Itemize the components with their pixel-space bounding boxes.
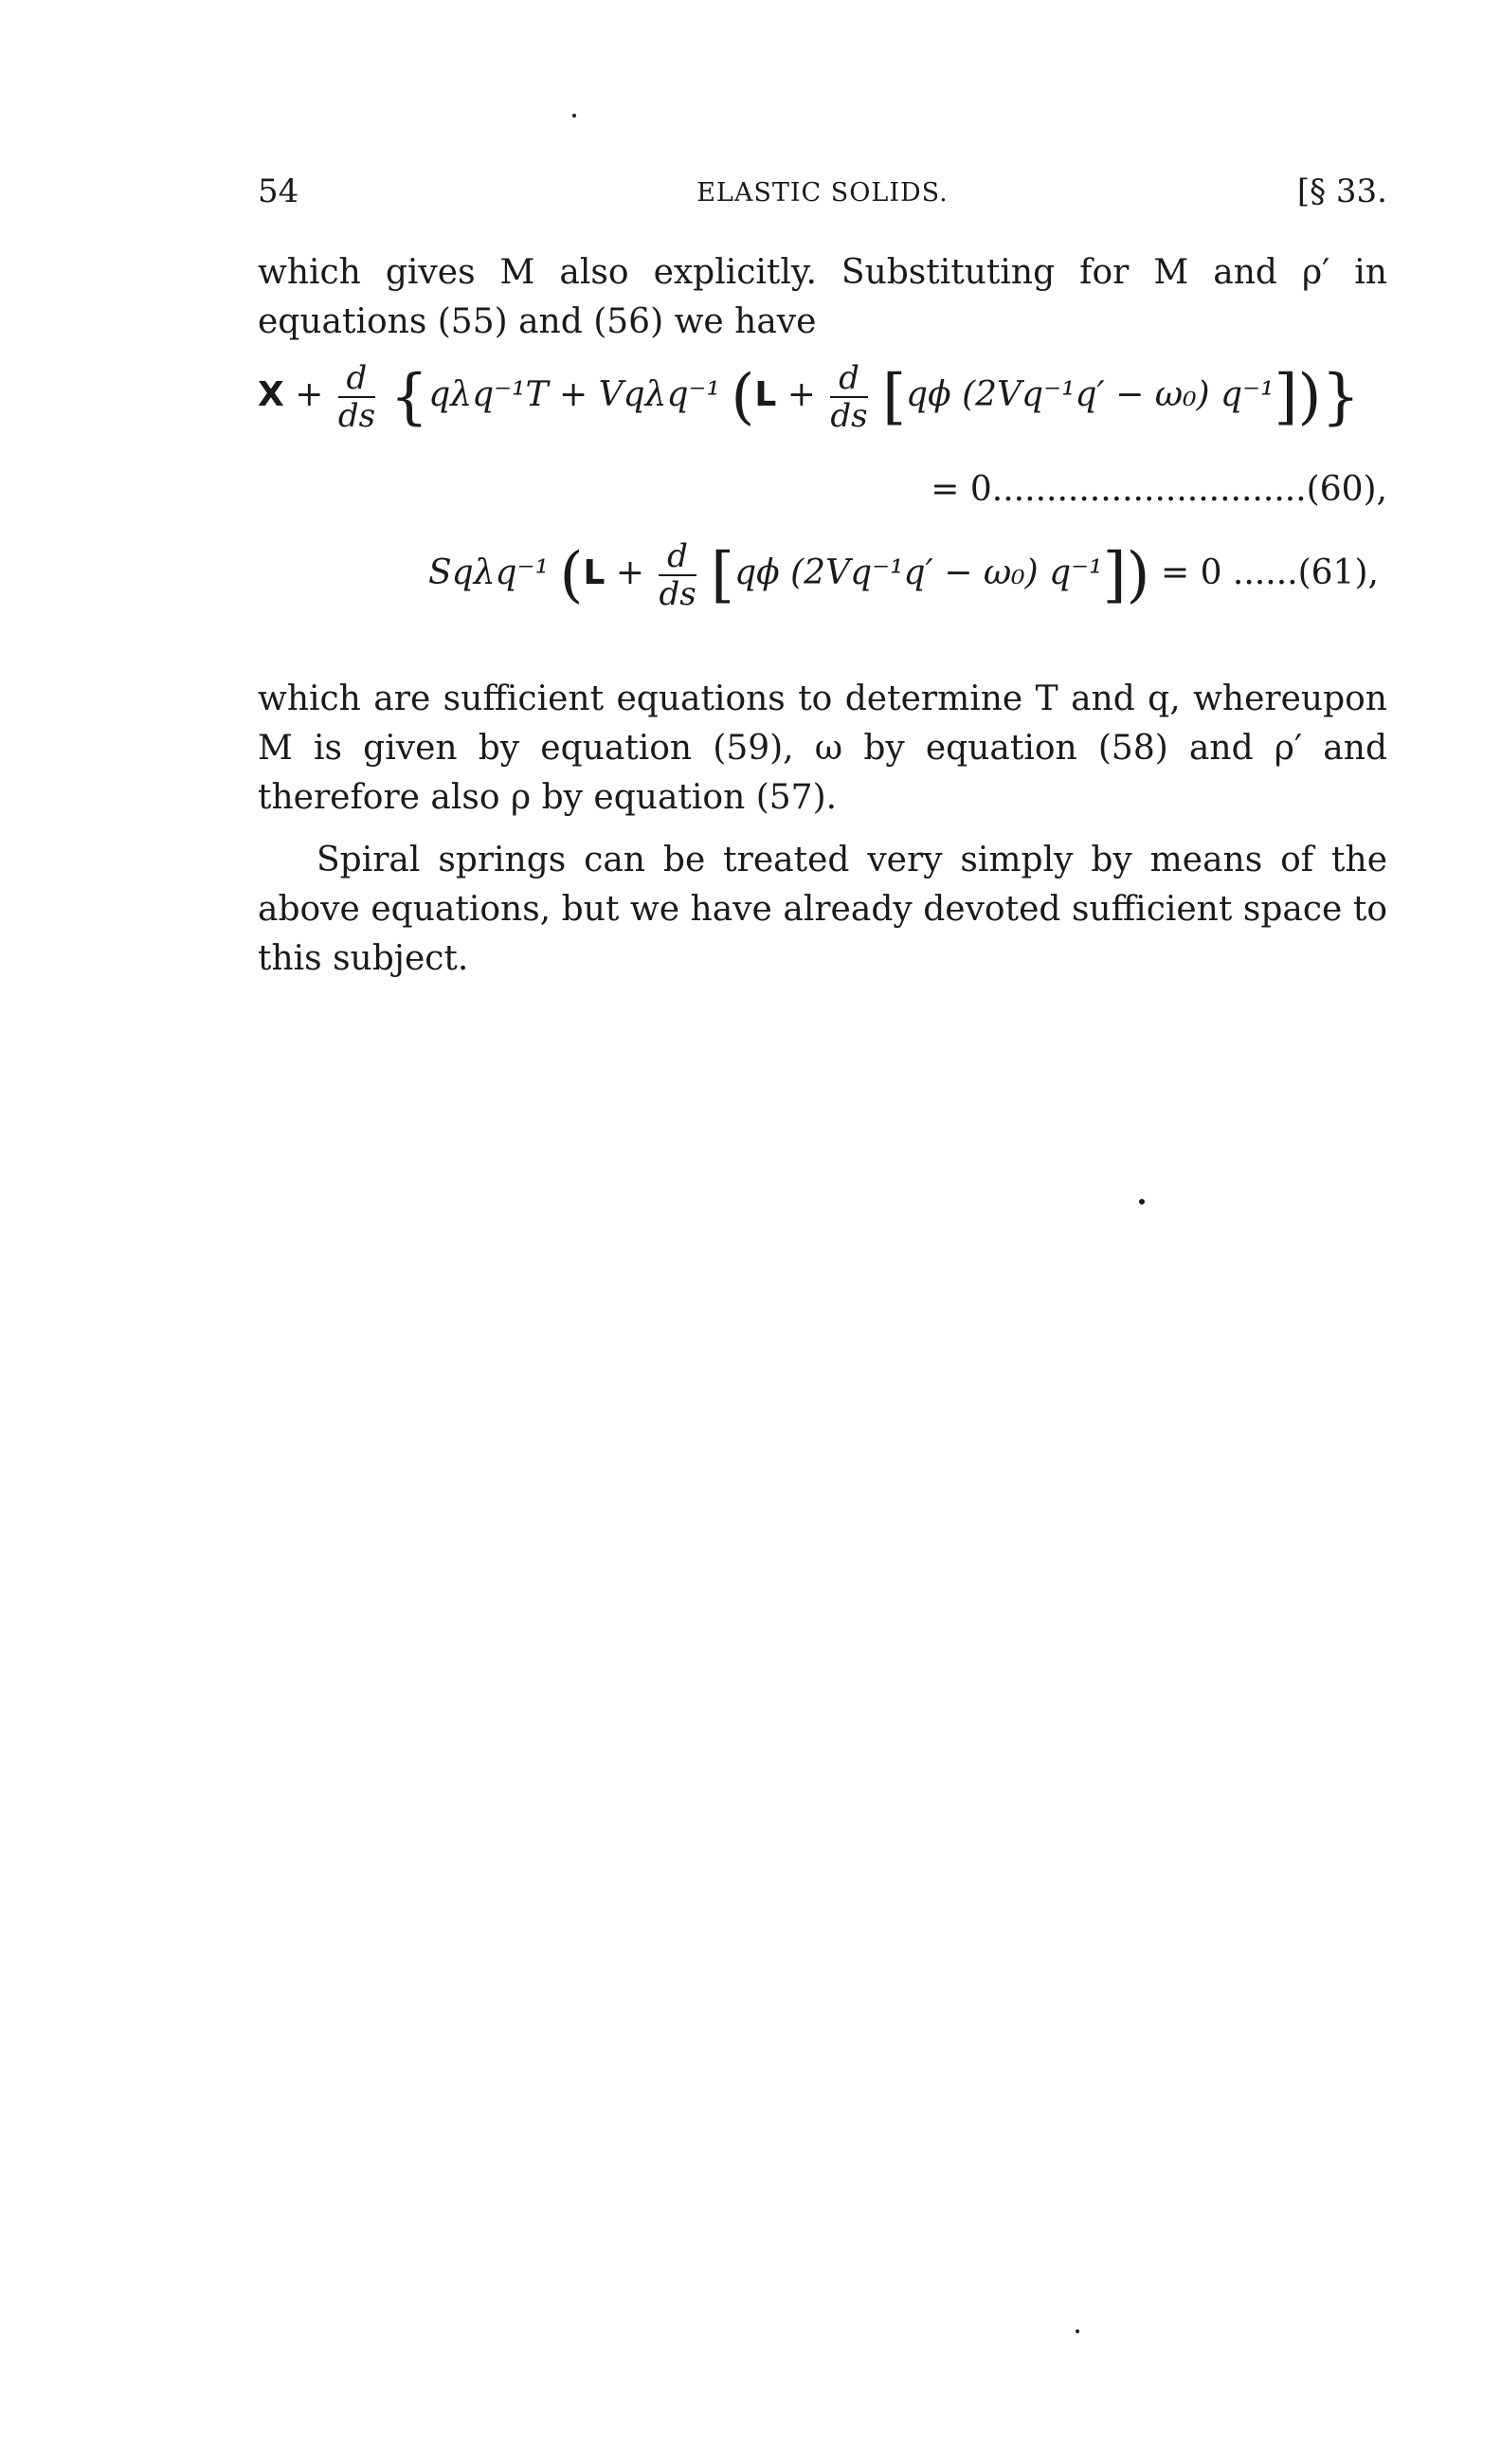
paragraph-determination: which are sufficient equations to determine T and q, whereupon M is given by equation (59), ω by equation (58) and ρ′ and therefore also ρ by equation (57). (258, 679, 1387, 817)
equation-60 (258, 360, 1387, 512)
section-marker: [§ 33. (1296, 172, 1387, 210)
equation-60-rhs: = 0.............................(60), (931, 470, 1387, 509)
vector-symbol: L (754, 375, 777, 414)
equation-60-term: qλq⁻¹T + Vqλq⁻¹ (428, 375, 720, 414)
equation-60-inner: qϕ (2Vq⁻¹q′ − ω₀) q⁻¹ (906, 375, 1275, 414)
equation-61-lhs: Sqλq⁻¹ (428, 553, 550, 592)
equation-61 (258, 538, 1387, 652)
print-speck (1139, 1199, 1145, 1205)
vector-symbol: L (583, 553, 606, 592)
print-speck (572, 114, 576, 118)
derivative-fraction: $\frac{d}{ds}$ (337, 359, 376, 435)
equation-61-rhs: = 0 ......(61), (1160, 553, 1379, 592)
paragraph-intro: which gives M also explicitly. Substituting for M and ρ′ in equations (55) and (56) we have (258, 253, 1387, 341)
paragraph-spiral-springs: Spiral springs can be treated very simply by means of the above equations, but we have already devoted sufficient space to this subject. (258, 841, 1387, 978)
print-speck (1076, 2329, 1079, 2333)
equation-61-body: Sqλq⁻¹ (L + $\frac{d}{ds}$ [qϕ (2Vq⁻¹q′ − ω₀) q⁻¹]) = 0 ......(61), (428, 537, 1379, 613)
running-head (258, 172, 1387, 220)
vector-symbol: X (258, 375, 284, 414)
equation-60-lhs: X + $\frac{d}{ds}$ {qλq⁻¹T + Vqλq⁻¹ (L + $\frac{d}{ds}$ [qϕ (2Vq⁻¹q′ − ω₀) q⁻¹])} (258, 359, 1361, 435)
running-title: ELASTIC SOLIDS. (696, 178, 949, 208)
page-number: 54 (258, 172, 299, 210)
derivative-fraction: $\frac{d}{ds}$ (830, 359, 868, 435)
derivative-fraction: $\frac{d}{ds}$ (659, 537, 696, 613)
equation-61-inner: qϕ (2Vq⁻¹q′ − ω₀) q⁻¹ (734, 553, 1103, 592)
